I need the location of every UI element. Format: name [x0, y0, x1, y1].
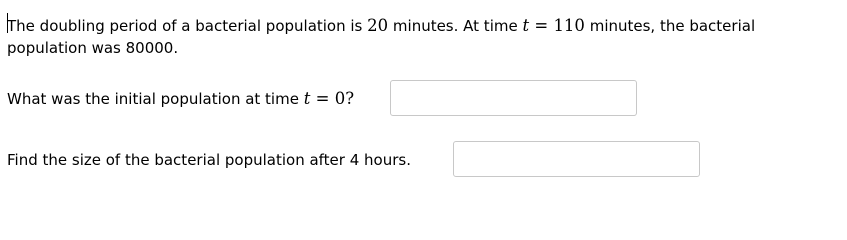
initial-population-answer-input[interactable] — [390, 80, 637, 116]
question-mark: ? — [345, 89, 355, 108]
statement-text: minutes, the bacterial — [584, 17, 756, 35]
equals-sign: = — [529, 16, 554, 35]
time-value: 0 — [334, 89, 346, 108]
statement-text: The doubling period of a bacterial population is — [7, 17, 368, 35]
question-initial-population — [7, 89, 354, 109]
time-variable: t — [303, 89, 311, 108]
equals-sign: = — [310, 89, 335, 108]
doubling-period-value: 20 — [367, 16, 389, 35]
question-population-after-4-hours: Find the size of the bacterial population after 4 hours. — [7, 151, 411, 169]
problem-statement-line2: population was 80000. — [7, 39, 179, 57]
statement-text: minutes. At time — [388, 17, 523, 35]
time-variable: t — [522, 16, 530, 35]
population-after-4-hours-answer-input[interactable] — [453, 141, 700, 177]
time-value: 110 — [553, 16, 585, 35]
question-text: What was the initial population at time — [7, 90, 304, 108]
problem-statement-line1 — [7, 16, 755, 36]
